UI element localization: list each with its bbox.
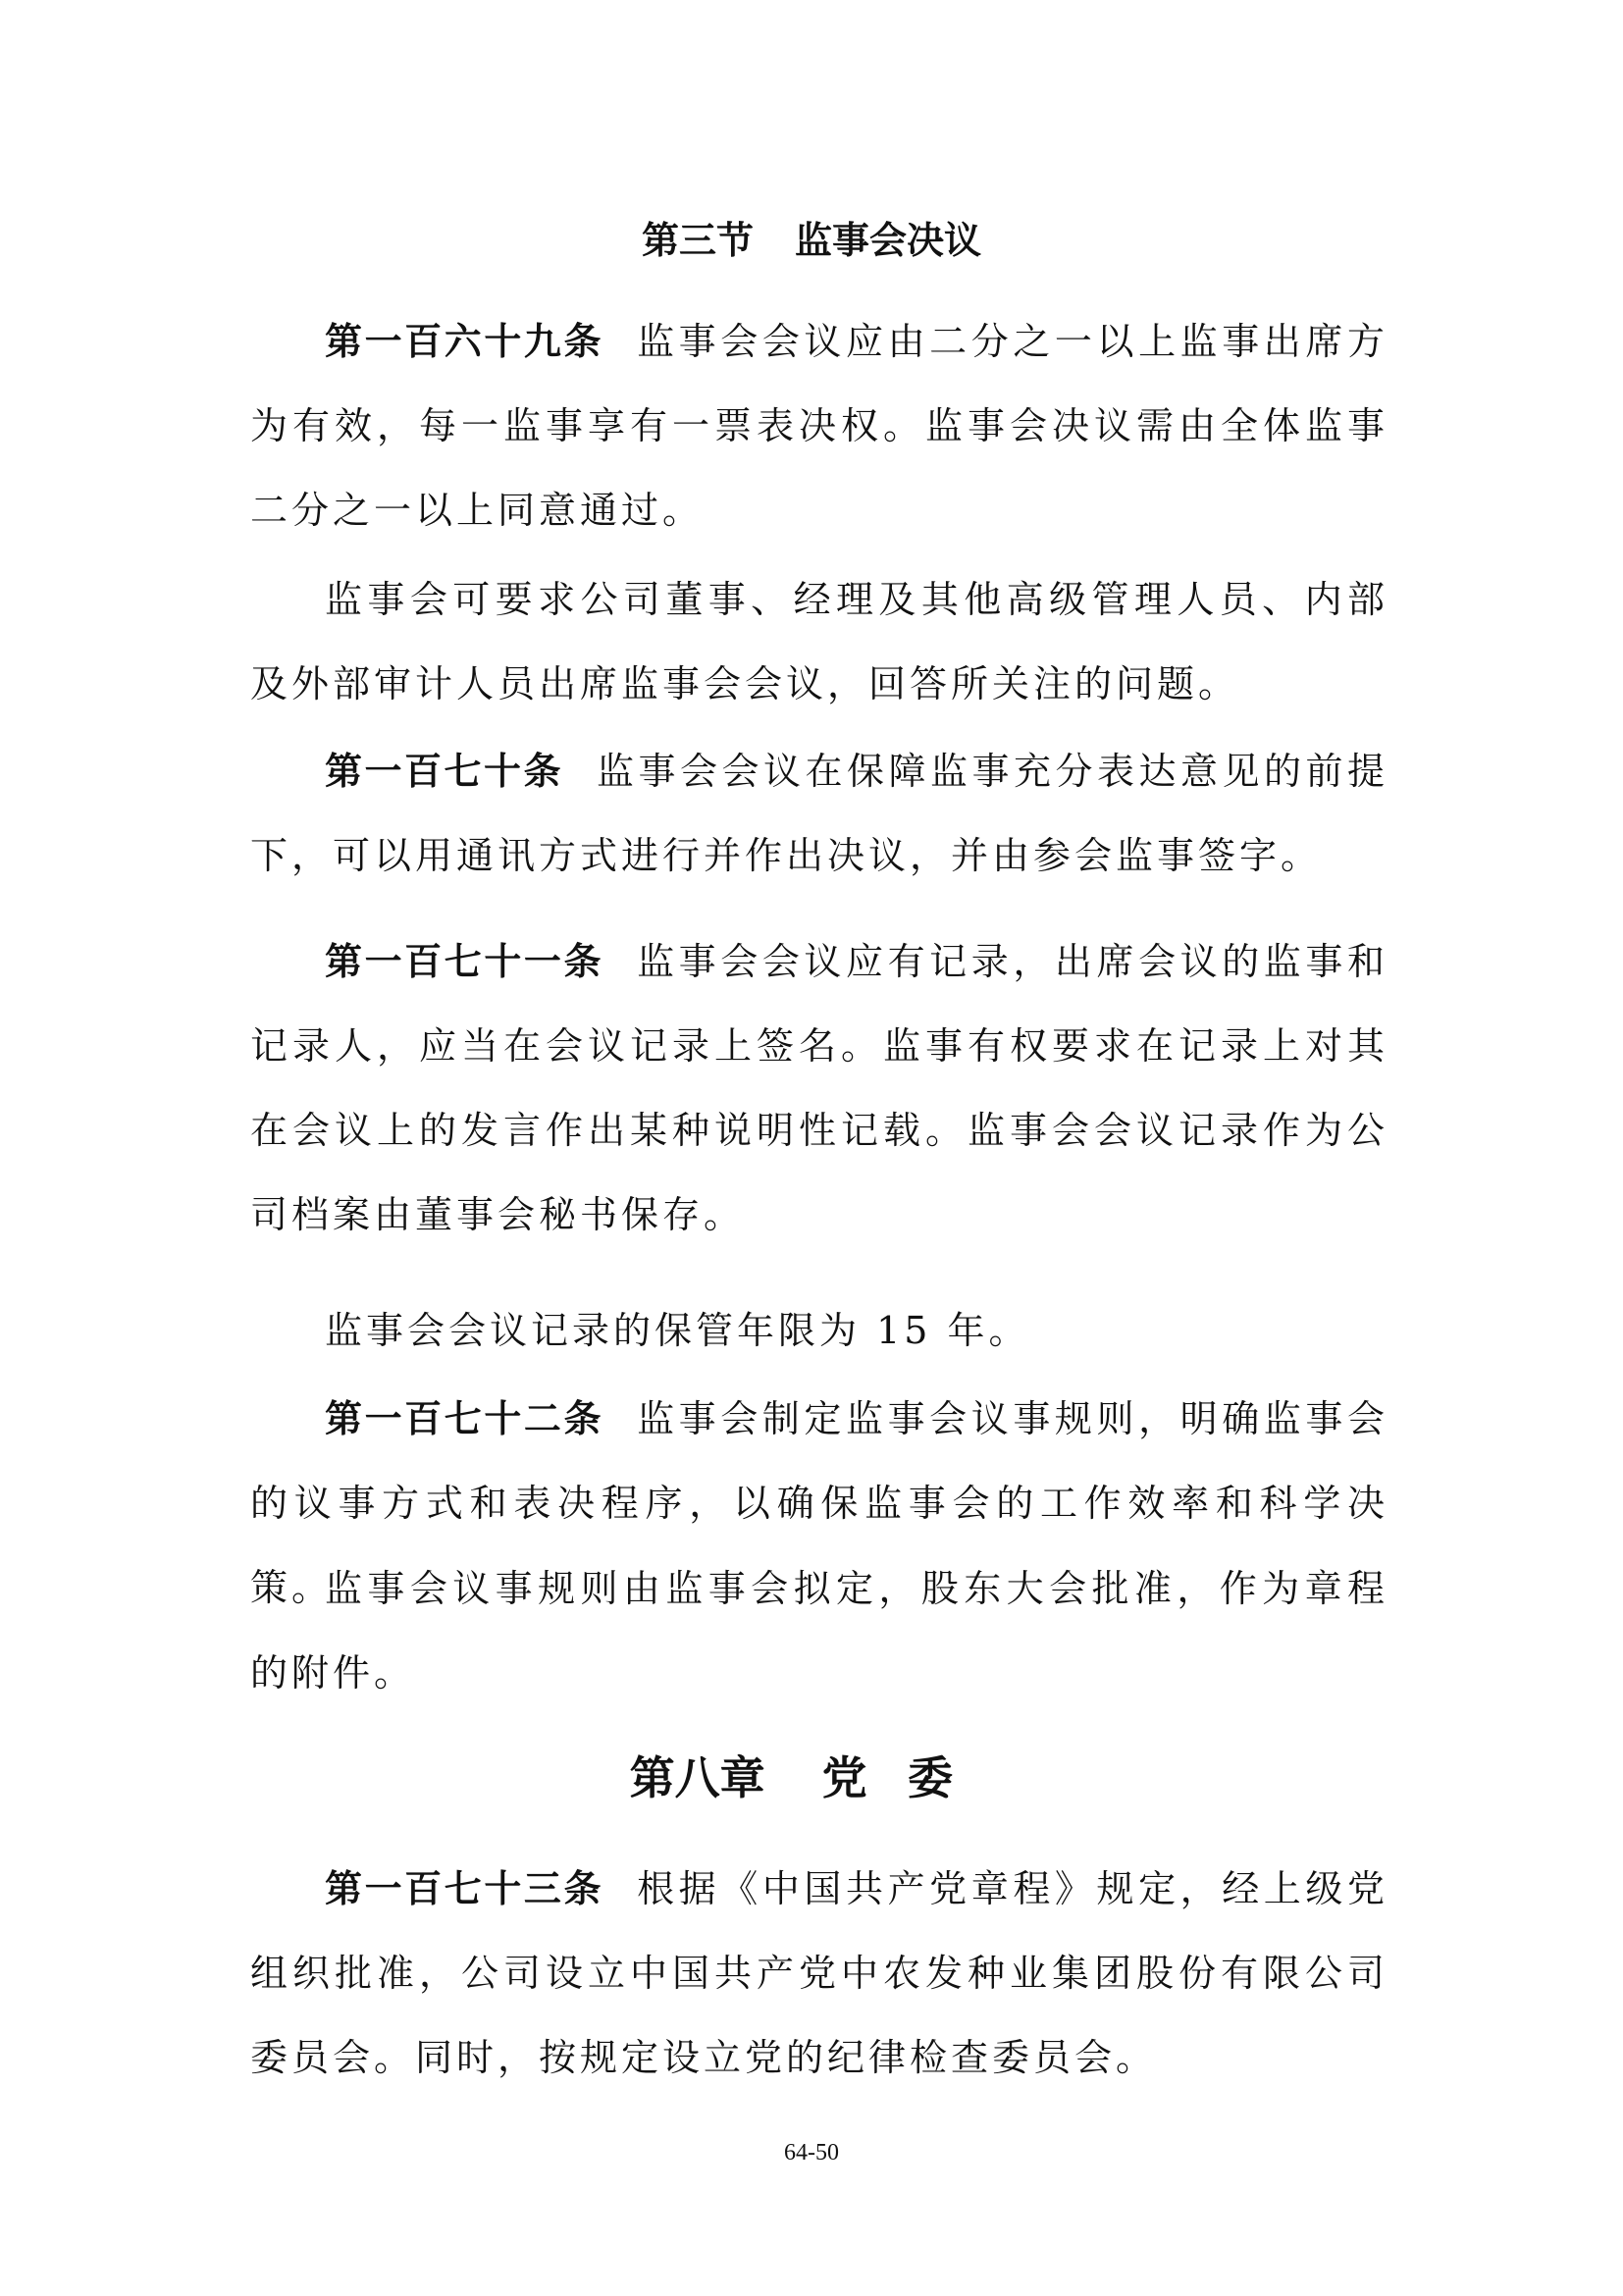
article-number: 第一百七十二条	[325, 1397, 604, 1440]
article-text: 根据《中国共产党章程》规定，经上级党组织批准，公司设立中国共产党中农发种业集团股份有限公司委员会。同时，按规定设立党的纪律检查委员会。	[250, 1867, 1388, 2079]
paragraph-text: 监事会可要求公司董事、经理及其他高级管理人员、内部及外部审计人员出席监事会会议，回答所关注的问题。	[250, 578, 1388, 705]
body-paragraph	[250, 1546, 1388, 1715]
article-number: 第一百六十九条	[325, 320, 604, 363]
paragraph-text: 监事会会议记录的保管年限为 15 年。	[325, 1309, 1030, 1352]
article-169-paragraph	[250, 299, 1388, 552]
section-number: 第三节	[641, 219, 754, 262]
body-paragraph	[250, 1288, 1388, 1373]
article-171-paragraph	[250, 919, 1388, 1257]
chapter-title: 党委	[821, 1751, 994, 1804]
section-heading	[0, 210, 1623, 264]
article-number: 第一百七十条	[325, 750, 563, 793]
article-text: 监事会会议应有记录，出席会议的监事和记录人，应当在会议记录上签名。监事有权要求在记录上对其在会议上的发言作出某种说明性记载。监事会会议记录作为公司档案由董事会秘书保存。	[250, 940, 1388, 1236]
article-text: 监事会制定监事会议事规则，明确监事会的议事方式和表决程序，以确保监事会的工作效率和科学决策。	[250, 1397, 1388, 1609]
chapter-number: 第八章	[629, 1751, 765, 1804]
article-number: 第一百七十一条	[325, 940, 604, 983]
article-170-paragraph	[250, 729, 1388, 898]
body-paragraph	[250, 557, 1388, 726]
article-number: 第一百七十三条	[325, 1867, 604, 1910]
article-text: 监事会会议应由二分之一以上监事出席方为有效，每一监事享有一票表决权。监事会决议需由全体监事二分之一以上同意通过。	[250, 320, 1388, 532]
article-text: 监事会会议在保障监事充分表达意见的前提下，可以用通讯方式进行并作出决议，并由参会监事签字。	[250, 750, 1388, 877]
paragraph-text: 监事会议事规则由监事会拟定，股东大会批准，作为章程的附件。	[250, 1567, 1388, 1695]
page-number: 64-50	[784, 2140, 839, 2166]
section-title: 监事会决议	[795, 219, 982, 262]
article-173-paragraph	[250, 1847, 1388, 2100]
chapter-heading	[0, 1743, 1623, 1807]
